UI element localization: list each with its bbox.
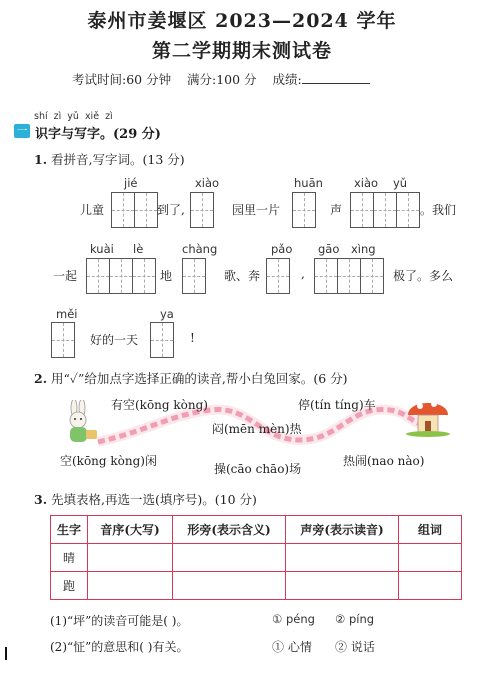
option-tingche[interactable]: 停(tín tíng)车 bbox=[298, 398, 376, 412]
full-score: 满分:100 分 bbox=[187, 72, 257, 87]
q3-sub1: (1)“坪”的读音可能是( )。 bbox=[50, 614, 189, 628]
q3-sub1-option1[interactable]: ① péng bbox=[272, 612, 315, 626]
pinyin-xiao: xiào bbox=[195, 176, 220, 190]
section1-badge: 一 bbox=[14, 124, 30, 138]
cell-input[interactable] bbox=[173, 544, 286, 572]
text-excl: ! bbox=[190, 331, 195, 345]
text-cursor bbox=[5, 647, 7, 660]
text-yuanli: 园里一片 bbox=[232, 203, 281, 217]
q1-title: 1. 看拼音,写字词。(13 分) bbox=[34, 152, 185, 167]
q3-sub2-option1[interactable]: ① 心情 bbox=[272, 640, 312, 654]
option-caochang[interactable]: 操(cāo chāo)场 bbox=[214, 462, 302, 476]
option-kongxian[interactable]: 空(kōng kòng)闲 bbox=[60, 454, 157, 468]
text-di: 地 bbox=[160, 269, 173, 283]
th-phonetic: 声旁(表示读音) bbox=[286, 516, 399, 544]
text-sheng: 声 bbox=[330, 203, 343, 217]
exam-time: 考试时间:60 分钟 bbox=[72, 72, 172, 87]
pinyin-kuai: kuài bbox=[90, 242, 114, 256]
q3-sub1-option2[interactable]: ② píng bbox=[335, 612, 375, 626]
pinyin-pao: pǎo bbox=[271, 242, 293, 256]
text-gebeng: 歌、奔 bbox=[224, 269, 261, 283]
pinyin-gao: gāo bbox=[318, 242, 340, 256]
mushroom-house-icon bbox=[404, 393, 452, 437]
text-ertong: 儿童 bbox=[80, 203, 105, 217]
text-haode: 好的一天 bbox=[90, 333, 139, 347]
text-jile: 极了。多么 bbox=[393, 269, 454, 283]
q3-title: 3. 先填表格,再选一选(填序号)。(10 分) bbox=[34, 492, 257, 507]
text-women: 。我们 bbox=[420, 203, 457, 217]
pinyin-jie: jié bbox=[124, 176, 138, 190]
cell-input[interactable] bbox=[88, 572, 173, 600]
text-comma: , bbox=[301, 267, 305, 281]
cell-input[interactable] bbox=[286, 544, 399, 572]
text-daole: 到了, bbox=[157, 203, 185, 217]
pinyin-le: lè bbox=[133, 242, 144, 256]
text-yiqi: 一起 bbox=[53, 269, 78, 283]
q3-sub2-option2[interactable]: ② 说话 bbox=[335, 640, 375, 654]
pinyin-mei: měi bbox=[56, 307, 78, 321]
th-words: 组词 bbox=[399, 516, 462, 544]
cell-char: 跑 bbox=[51, 572, 88, 600]
cell-input[interactable] bbox=[399, 572, 462, 600]
table-row bbox=[51, 572, 462, 600]
table-header-row bbox=[51, 516, 462, 544]
pinyin-huan: huān bbox=[294, 176, 323, 190]
pinyin-yu: yǔ bbox=[393, 176, 408, 190]
section1-title: 识字与写字。(29 分) bbox=[35, 127, 161, 142]
th-character: 生字 bbox=[51, 516, 88, 544]
pinyin-ya: ya bbox=[160, 307, 174, 321]
option-youkong[interactable]: 有空(kōng kòng) bbox=[111, 398, 208, 412]
rabbit-icon bbox=[56, 400, 104, 448]
pinyin-xing: xìng bbox=[351, 242, 376, 256]
cell-char: 晴 bbox=[51, 544, 88, 572]
section1-pinyin: shí zì yǔ xiě zì bbox=[34, 111, 113, 122]
pinyin-chang: chàng bbox=[182, 242, 218, 256]
exam-title: 泰州市姜堰区 2023—2024 学年 bbox=[87, 10, 397, 32]
q3-sub2: (2)“怔”的意思和( )有关。 bbox=[50, 640, 189, 654]
cell-input[interactable] bbox=[88, 544, 173, 572]
option-renao[interactable]: 热闹(nao nào) bbox=[343, 454, 425, 468]
th-initial: 音序(大写) bbox=[88, 516, 173, 544]
table-row bbox=[51, 544, 462, 572]
score-label: 成绩: bbox=[272, 72, 302, 87]
option-menre[interactable]: 闷(mēn mèn)热 bbox=[212, 422, 302, 436]
q2-title: 2. 用“✓”给加点字选择正确的读音,帮小白兔回家。(6 分) bbox=[34, 371, 348, 386]
pinyin-xiao2: xiào bbox=[354, 176, 379, 190]
th-radical: 形旁(表示含义) bbox=[173, 516, 286, 544]
cell-input[interactable] bbox=[399, 544, 462, 572]
cell-input[interactable] bbox=[286, 572, 399, 600]
exam-subtitle: 第二学期期末测试卷 bbox=[151, 40, 332, 62]
character-table bbox=[50, 515, 462, 600]
cell-input[interactable] bbox=[173, 572, 286, 600]
